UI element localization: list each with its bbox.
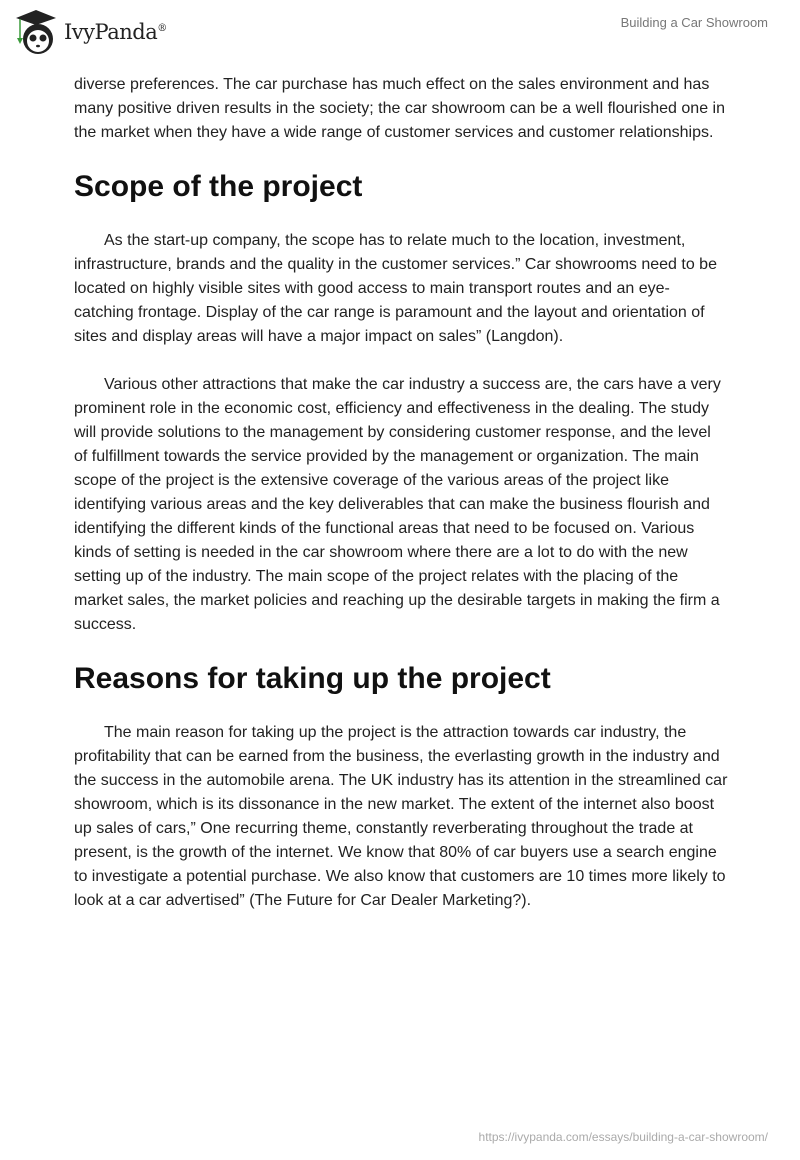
essay-content [74, 73, 728, 937]
page-header [0, 0, 800, 60]
panda-graduate-icon [12, 8, 60, 56]
source-url[interactable]: https://ivypanda.com/essays/building-a-car-showroom/ [478, 1130, 768, 1144]
intro-paragraph: diverse preferences. The car purchase has much effect on the sales environment and has many positive driven results in the society; the car showroom can be a well flourished one in the market when they have a wide range of customer services and customer relationships. [74, 76, 725, 141]
document-title: Building a Car Showroom [620, 15, 768, 30]
logo-text: IvyPanda® [64, 20, 167, 44]
section-heading-reasons: Reasons for taking up the project [74, 662, 551, 695]
paragraph: As the start-up company, the scope has to relate much to the location, investment, infrastructure, brands and the quality in the customer services.” Car showrooms need to be located on highly visible sites with good access to main transport routes and an eye-catching frontage. Display of the car range is paramount and the layout and orientation of sites and display areas will have a major impact on sales” (Langdon). [74, 232, 717, 345]
paragraph: The main reason for taking up the project is the attraction towards car industry, the profitability that can be earned from the business, the everlasting growth in the industry and the success in the automobile arena. The UK industry has its attention in the streamlined car showroom, which is its dissonance in the new market. The extent of the internet also boost up sales of cars,” One recurring theme, constantly reverberating throughout the trade at present, is the growth of the internet. We know that 80% of car buyers use a search engine to investigate a potential purchase. We also know that customers are 10 times more likely to look at a car advertised” (The Future for Car Dealer Marketing?). [74, 724, 728, 909]
paragraph: Various other attractions that make the car industry a success are, the cars have a very prominent role in the economic cost, efficiency and effectiveness in the dealing. The study will provide solutions to the management by considering customer response, and the level of fulfillment towards the service provided by the management or organization. The main scope of the project is the extensive coverage of the various areas of the project like identifying various areas and the key deliverables that can make the business flourish and identifying the different kinds of the functional areas that need to be focused on. Various kinds of setting is needed in the car showroom where there are a lot to do with the new setting up of the industry. The main scope of the project relates with the placing of the market sales, the market policies and reaching up the desirable targets in making the firm a success. [74, 376, 721, 633]
section-heading-scope: Scope of the project [74, 170, 363, 203]
ivypanda-logo[interactable] [12, 8, 167, 56]
